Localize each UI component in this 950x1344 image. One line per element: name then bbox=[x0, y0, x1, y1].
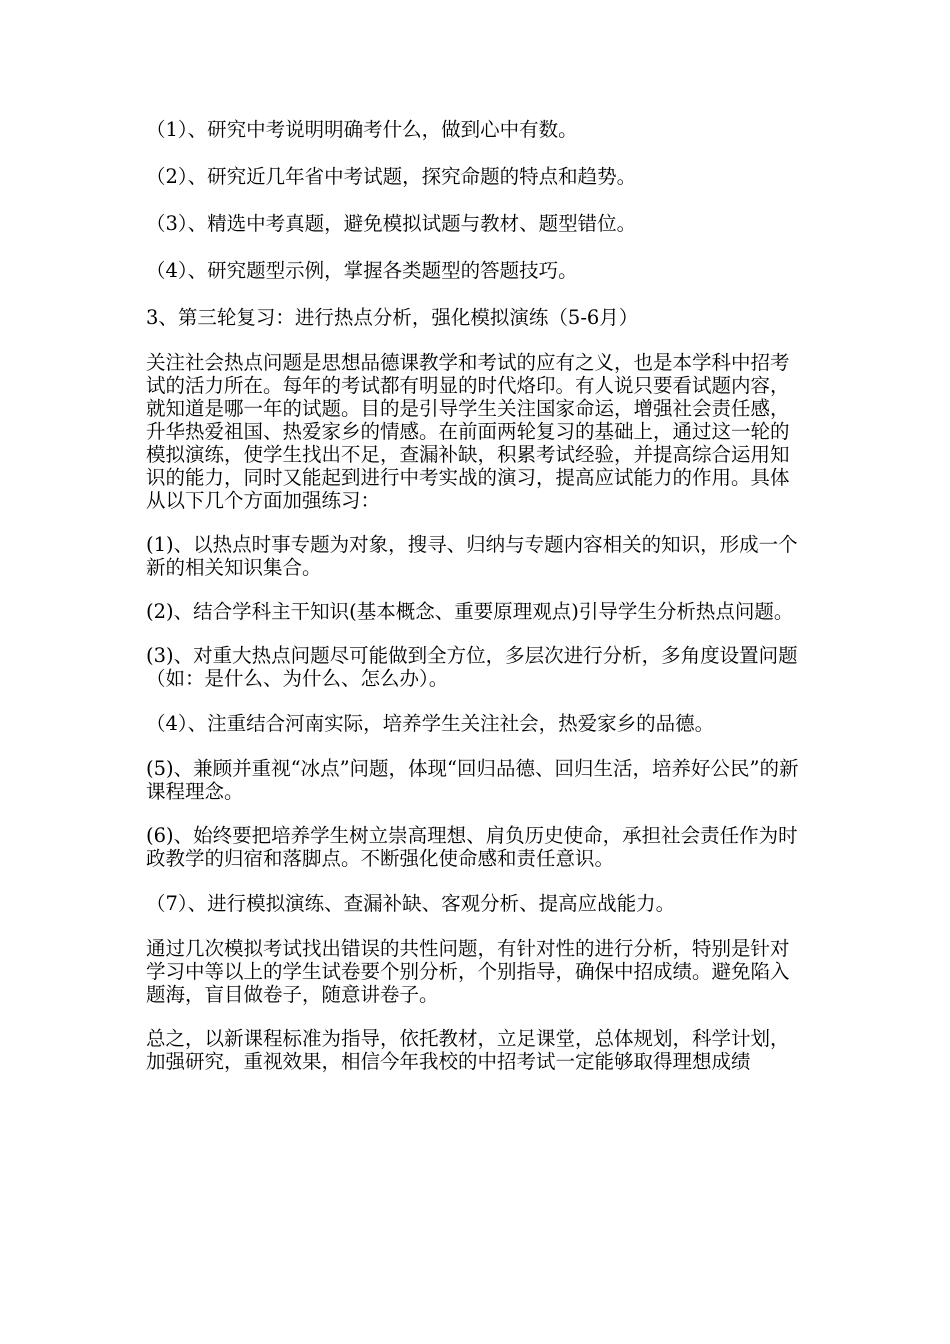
document-body bbox=[146, 118, 806, 1073]
paragraph-hotspot-6: (6)、始终要把培养学生树立崇高理想、肩负历史使命，承担社会责任作为时政教学的归宿和落脚点。不断强化使命感和责任意识。 bbox=[146, 824, 798, 870]
paragraph-step-2: （2）、研究近几年省中考试题，探究命题的特点和趋势。 bbox=[146, 165, 637, 188]
paragraph-hotspot-1: (1)、以热点时事专题为对象，搜寻、归纳与专题内容相关的知识，形成一个新的相关知识集合。 bbox=[146, 533, 798, 579]
paragraph-hotspot-4: （4）、注重结合河南实际，培养学生关注社会，热爱家乡的品德。 bbox=[146, 712, 715, 735]
section-heading-third-round: 3、第三轮复习：进行热点分析，强化模拟演练（5-6月） bbox=[146, 306, 639, 329]
paragraph-mock-exams: 通过几次模拟考试找出错误的共性问题，有针对性的进行分析，特别是针对学习中等以上的学生试卷要个别分析，个别指导，确保中招成绩。避免陷入题海，盲目做卷子，随意讲卷子。 bbox=[146, 937, 790, 1006]
paragraph-intro-hotspots: 关注社会热点问题是思想品德课教学和考试的应有之义，也是本学科中招考试的活力所在。每年的考试都有明显的时代烙印。有人说只要看试题内容，就知道是哪一年的试题。目的是引导学生关注国家命运，增强社会责任感，升华热爱祖国、热爱家乡的情感。在前面两轮复习的基础上，通过这一轮的模拟演练，使学生找出不足，查漏补缺，积累考试经验，并提高综合运用知识的能力，同时又能起到进行中考实战的演习，提高应试能力的作用。具体从以下几个方面加强练习： bbox=[146, 351, 790, 512]
paragraph-hotspot-2: (2)、结合学科主干知识(基本概念、重要原理观点)引导学生分析热点问题。 bbox=[146, 600, 794, 623]
paragraph-step-4: （4）、研究题型示例，掌握各类题型的答题技巧。 bbox=[146, 259, 578, 282]
paragraph-hotspot-7: （7）、进行模拟演练、查漏补缺、客观分析、提高应战能力。 bbox=[146, 892, 676, 915]
paragraph-step-1: （1）、研究中考说明明确考什么，做到心中有数。 bbox=[146, 118, 578, 141]
paragraph-hotspot-5: (5)、兼顾并重视“冰点”问题，体现“回归品德、回归生活，培养好公民”的新课程理念。 bbox=[146, 757, 799, 803]
paragraph-conclusion: 总之，以新课程标准为指导，依托教材，立足课堂，总体规划，科学计划，加强研究，重视效果，相信今年我校的中招考试一定能够取得理想成绩 bbox=[146, 1027, 790, 1073]
paragraph-step-3: （3）、精选中考真题，避免模拟试题与教材、题型错位。 bbox=[146, 212, 637, 235]
paragraph-hotspot-3: (3)、对重大热点问题尽可能做到全方位，多层次进行分析，多角度设置问题（如：是什么、为什么、怎么办）。 bbox=[146, 644, 798, 690]
